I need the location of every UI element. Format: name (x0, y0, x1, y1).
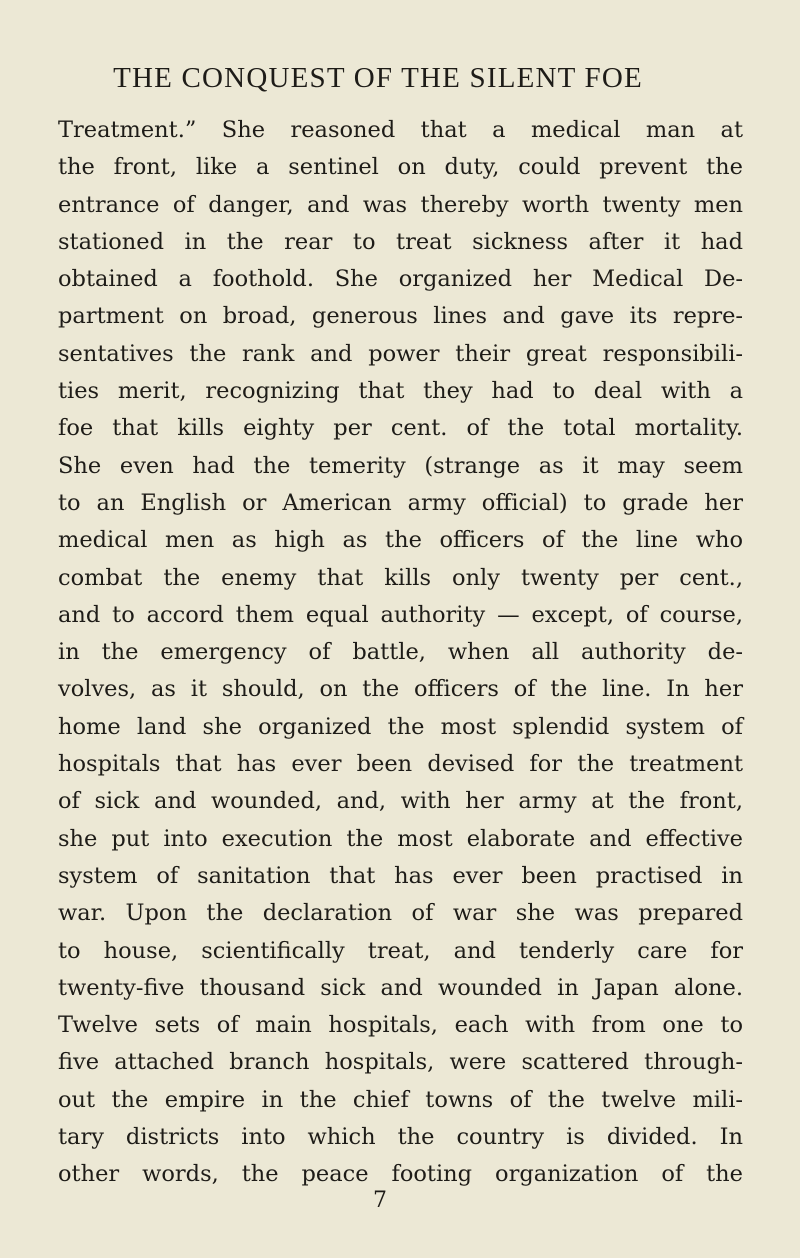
text-line: partment on broad, generous lines and gave its repre- (58, 303, 743, 330)
text-line: out the empire in the chief towns of the twelve mili- (58, 1086, 743, 1113)
text-line: in the emergency of battle, when all authority de- (58, 639, 743, 666)
text-line: Treatment.” She reasoned that a medical man at (58, 117, 743, 143)
text-line: obtained a foothold. She organized her Medical De- (58, 266, 743, 293)
text-line: foe that kills eighty per cent. of the total mortality. (58, 415, 743, 442)
text-line: other words, the peace footing organization of the (58, 1161, 743, 1188)
text-line: She even had the temerity (strange as it may seem (58, 452, 743, 479)
text-line: volves, as it should, on the officers of the line. In her (58, 676, 743, 703)
text-line: to house, scientifically treat, and tenderly care for (58, 937, 743, 964)
text-line: combat the enemy that kills only twenty per cent., (58, 564, 743, 591)
text-line: sentatives the rank and power their great responsibili- (58, 340, 743, 367)
text-line: and to accord them equal authority — except, of course, (58, 601, 743, 628)
text-line: home land she organized the most splendid system of (58, 713, 743, 740)
text-line: five attached branch hospitals, were scattered through- (58, 1049, 743, 1076)
text-line: Twelve sets of main hospitals, each with from one to (58, 1012, 743, 1039)
text-line: system of sanitation that has ever been practised in (58, 862, 743, 889)
text-line: to an English or American army official) to grade her (58, 489, 743, 516)
text-line: hospitals that has ever been devised for the treatment (58, 751, 743, 778)
text-line: entrance of danger, and was thereby worth twenty men (58, 191, 743, 218)
text-line: ties merit, recognizing that they had to deal with a (58, 378, 743, 405)
text-line: twenty-five thousand sick and wounded in Japan alone. (58, 974, 743, 1001)
body-text (58, 112, 743, 1194)
text-line: of sick and wounded, and, with her army at the front, (58, 788, 743, 815)
text-line: medical men as high as the officers of the line who (58, 527, 743, 554)
text-line: tary districts into which the country is divided. In (58, 1124, 743, 1151)
running-title: THE CONQUEST OF THE SILENT FOE (113, 62, 643, 94)
text-line: stationed in the rear to treat sickness after it had (58, 228, 743, 255)
text-line: the front, like a sentinel on duty, could prevent the (58, 154, 743, 181)
text-line: war. Upon the declaration of war she was prepared (58, 900, 743, 927)
text-line: she put into execution the most elaborate and effective (58, 825, 743, 852)
page-number: 7 (373, 1188, 387, 1213)
